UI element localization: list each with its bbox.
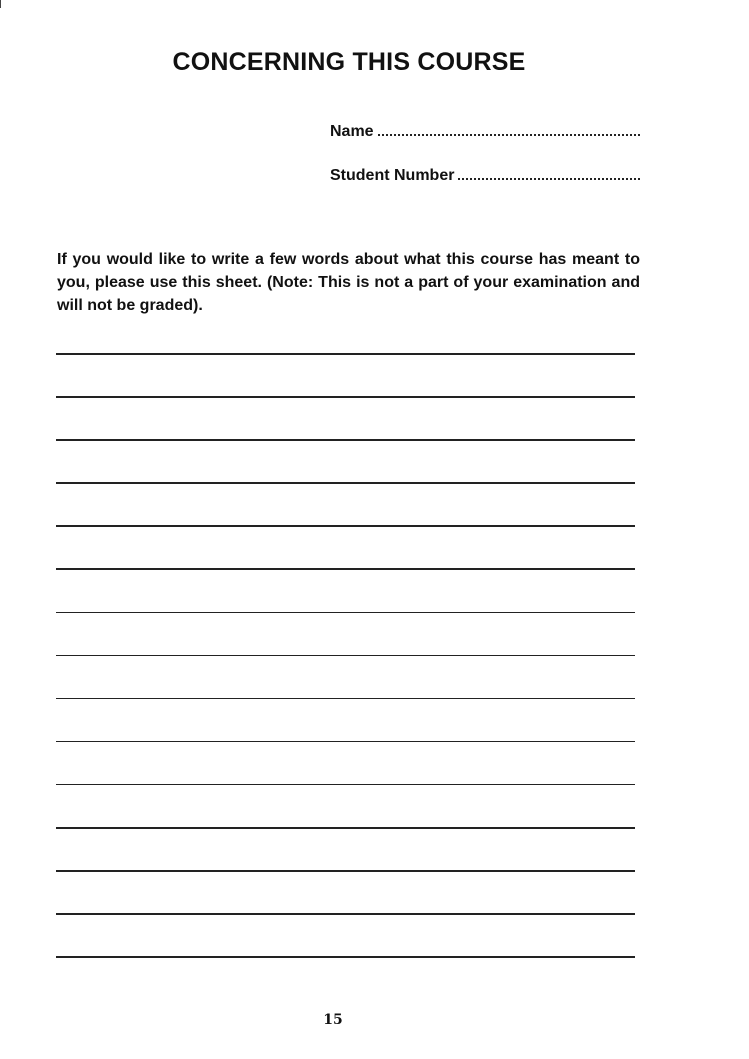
writing-line[interactable] [56, 870, 635, 872]
scan-edge-mark [0, 0, 1, 8]
page-number: 15 [323, 1012, 343, 1028]
writing-line[interactable] [56, 655, 635, 657]
student-number-field[interactable] [330, 164, 640, 185]
writing-line[interactable] [56, 612, 635, 614]
writing-lines[interactable] [56, 353, 635, 999]
writing-line[interactable] [56, 784, 635, 786]
writing-line[interactable] [56, 568, 635, 570]
writing-line[interactable] [56, 482, 635, 484]
student-number-label: Student Number [330, 167, 455, 184]
writing-line[interactable] [56, 525, 635, 527]
name-blank[interactable] [378, 120, 640, 136]
writing-line[interactable] [56, 698, 635, 700]
writing-line[interactable] [56, 741, 635, 743]
name-field[interactable] [330, 120, 640, 141]
writing-line[interactable] [56, 913, 635, 915]
writing-line[interactable] [56, 439, 635, 441]
name-label: Name [330, 123, 374, 140]
writing-line[interactable] [56, 956, 635, 958]
page-title: CONCERNING THIS COURSE [172, 48, 526, 76]
student-number-blank[interactable] [458, 164, 640, 180]
writing-line[interactable] [56, 396, 635, 398]
writing-line[interactable] [56, 827, 635, 829]
instructions-paragraph: If you would like to write a few words about what this course has meant to you, please use this sheet. (Note: This is not a part of your examination and will not be graded). [57, 251, 640, 314]
writing-line[interactable] [56, 353, 635, 355]
